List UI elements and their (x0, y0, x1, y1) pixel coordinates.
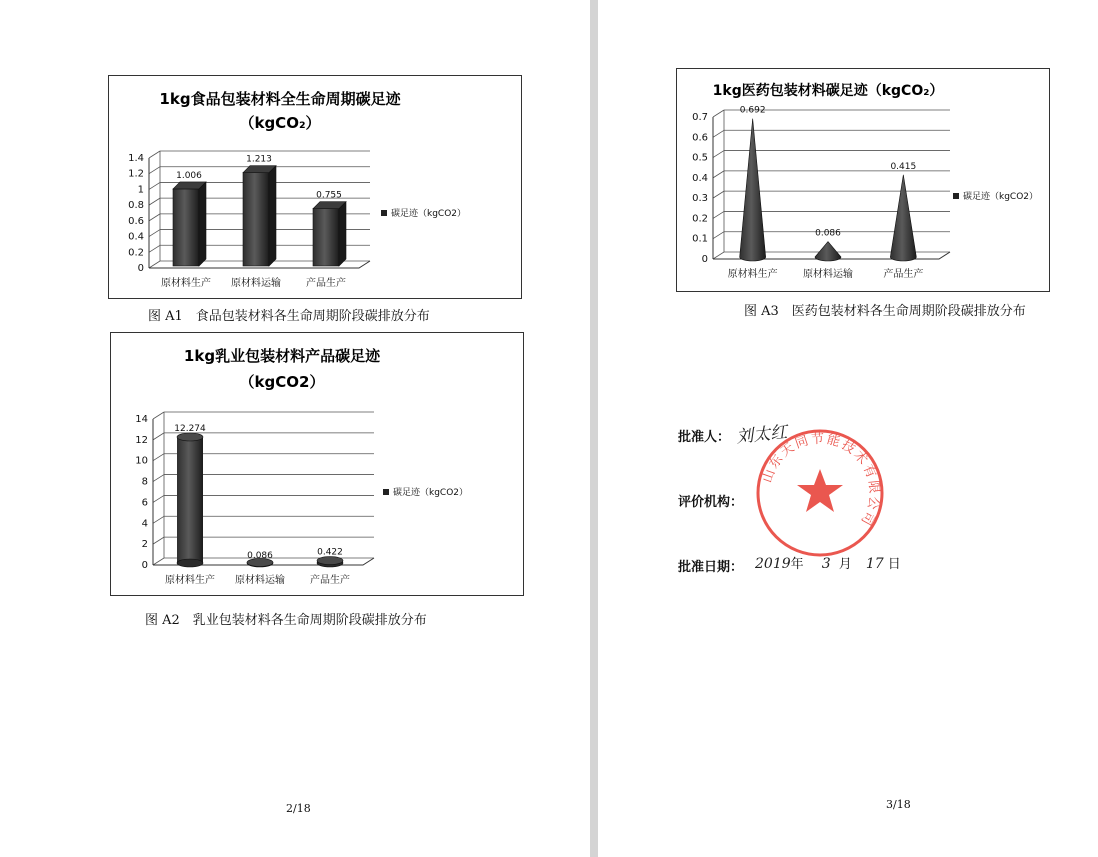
legend-swatch (381, 210, 387, 216)
y-tick-label: 0.5 (692, 152, 708, 164)
data-label: 0.086 (815, 228, 841, 239)
grid-diagonal (153, 433, 164, 440)
y-tick-label: 0.1 (692, 233, 708, 245)
chart-title: 1kg医药包装材料碳足迹（kgCO₂） (712, 83, 944, 99)
approver-signature: 刘太红 (735, 422, 789, 448)
data-label: 0.422 (317, 547, 343, 558)
grid-diagonal (153, 516, 164, 523)
y-tick-label: 0 (137, 263, 144, 274)
grid-diagonal (149, 198, 160, 205)
grid-diagonal (149, 182, 160, 189)
x-tick-label: 原材料生产 (165, 575, 215, 586)
date-day: 17 (865, 556, 884, 572)
bar (815, 242, 841, 261)
grid-diagonal (713, 130, 724, 137)
y-tick-label: 0 (141, 560, 148, 571)
y-tick-label: 0.2 (128, 247, 144, 259)
chart-subtitle: （kgCO2） (239, 373, 325, 391)
grid-diagonal (713, 232, 724, 239)
legend-label: 碳足迹（kgCO2） (393, 488, 469, 498)
x-tick-label: 原材料运输 (231, 278, 281, 289)
grid-diagonal (713, 252, 724, 259)
grid-diagonal (713, 211, 724, 218)
y-tick-label: 0.6 (692, 132, 708, 144)
seal-star-icon (797, 469, 843, 512)
grid-diagonal (153, 558, 164, 565)
grid-diagonal (149, 261, 160, 268)
grid-diagonal (713, 191, 724, 198)
right-page (598, 0, 1098, 857)
chart-subtitle: （kgCO₂） (239, 114, 321, 132)
legend-label: 碳足迹（kgCO2） (963, 192, 1039, 202)
bar-side (199, 182, 206, 266)
legend-label: 碳足迹（kgCO2） (391, 209, 467, 219)
figure-a2-caption: 图 A2 乳业包装材料各生命周期阶段碳排放分布 (145, 613, 427, 628)
y-tick-label: 0.2 (692, 213, 708, 225)
right-page-number: 3/18 (886, 798, 911, 811)
x-tick-label: 原材料运输 (235, 575, 285, 586)
approver-label: 批准人： (678, 430, 731, 445)
grid-diagonal (713, 110, 724, 117)
grid-diagonal (149, 245, 160, 252)
y-tick-label: 1.2 (128, 168, 144, 180)
bar (740, 119, 766, 261)
grid-diagonal (713, 171, 724, 178)
data-label: 1.006 (176, 170, 202, 181)
figure-a1-caption: 图 A1 食品包装材料各生命周期阶段碳排放分布 (148, 309, 430, 324)
left-page-number: 2/18 (286, 802, 311, 815)
grid-diagonal (149, 230, 160, 237)
chart-title: 1kg食品包装材料全生命周期碳足迹 (159, 90, 401, 108)
data-label: 12.274 (174, 423, 206, 434)
y-tick-label: 2 (141, 539, 148, 551)
figure-a3-caption: 图 A3 医药包装材料各生命周期阶段碳排放分布 (744, 304, 1026, 319)
chart-svg (109, 76, 521, 298)
chart-svg (111, 333, 523, 595)
y-tick-label: 1 (137, 184, 144, 196)
grid-diagonal (149, 167, 160, 174)
seal-text: 山东天同节能技术有限公司 (759, 431, 882, 530)
bar (173, 189, 199, 266)
y-tick-label: 10 (135, 455, 148, 467)
bar-side (339, 202, 346, 266)
grid-diagonal (149, 151, 160, 158)
x-tick-label: 产品生产 (883, 269, 924, 280)
grid-diagonal (713, 151, 724, 158)
data-label: 0.692 (739, 105, 766, 116)
date-month-unit: 月 (838, 557, 852, 572)
y-tick-label: 0.7 (692, 112, 708, 123)
x-tick-label: 原材料运输 (803, 269, 853, 280)
data-label: 0.415 (890, 161, 917, 172)
date-label: 批准日期： (678, 560, 744, 575)
chart-dairy-packaging (110, 332, 524, 596)
date-month: 3 (821, 556, 831, 572)
company-seal (750, 423, 890, 563)
grid-diagonal (153, 475, 164, 482)
date-year: 2019 (755, 556, 791, 572)
bar-top (177, 433, 203, 441)
y-tick-label: 0.4 (128, 231, 144, 243)
chart-pharma-packaging (676, 68, 1050, 292)
grid-diagonal (153, 412, 164, 419)
y-tick-label: 0 (701, 254, 708, 265)
data-label: 0.755 (316, 190, 342, 201)
y-tick-label: 1.4 (128, 153, 144, 164)
page-gutter (590, 0, 598, 857)
y-tick-label: 12 (135, 434, 148, 446)
y-tick-label: 4 (141, 518, 148, 530)
date-day-unit: 日 (887, 557, 901, 572)
bar (313, 209, 339, 266)
grid-diagonal (153, 495, 164, 502)
bar (243, 173, 269, 266)
legend-swatch (383, 489, 389, 495)
x-tick-label: 原材料生产 (161, 278, 211, 289)
chart-title: 1kg乳业包装材料产品碳足迹 (183, 347, 381, 365)
bar-side (269, 166, 276, 266)
data-label: 1.213 (246, 154, 272, 165)
bar (177, 437, 203, 563)
bar-base (177, 559, 203, 567)
y-tick-label: 0.3 (692, 193, 708, 205)
x-tick-label: 产品生产 (306, 278, 346, 289)
bar-top (317, 557, 343, 565)
grid-diagonal (149, 214, 160, 221)
chart-food-packaging (108, 75, 522, 299)
organization-label: 评价机构： (678, 495, 744, 510)
grid-diagonal (153, 537, 164, 544)
x-tick-label: 原材料生产 (727, 269, 778, 280)
data-label: 0.086 (247, 551, 273, 562)
bar (890, 175, 916, 261)
x-tick-label: 产品生产 (310, 575, 350, 586)
y-tick-label: 6 (141, 497, 148, 509)
legend-swatch (953, 193, 959, 199)
y-tick-label: 0.4 (692, 172, 708, 184)
grid-diagonal (153, 454, 164, 461)
date-year-unit: 年 (790, 557, 804, 572)
y-tick-label: 8 (141, 476, 148, 488)
y-tick-label: 0.6 (128, 215, 144, 227)
y-tick-label: 14 (135, 414, 148, 425)
chart-svg (677, 69, 1049, 291)
y-tick-label: 0.8 (128, 200, 144, 212)
